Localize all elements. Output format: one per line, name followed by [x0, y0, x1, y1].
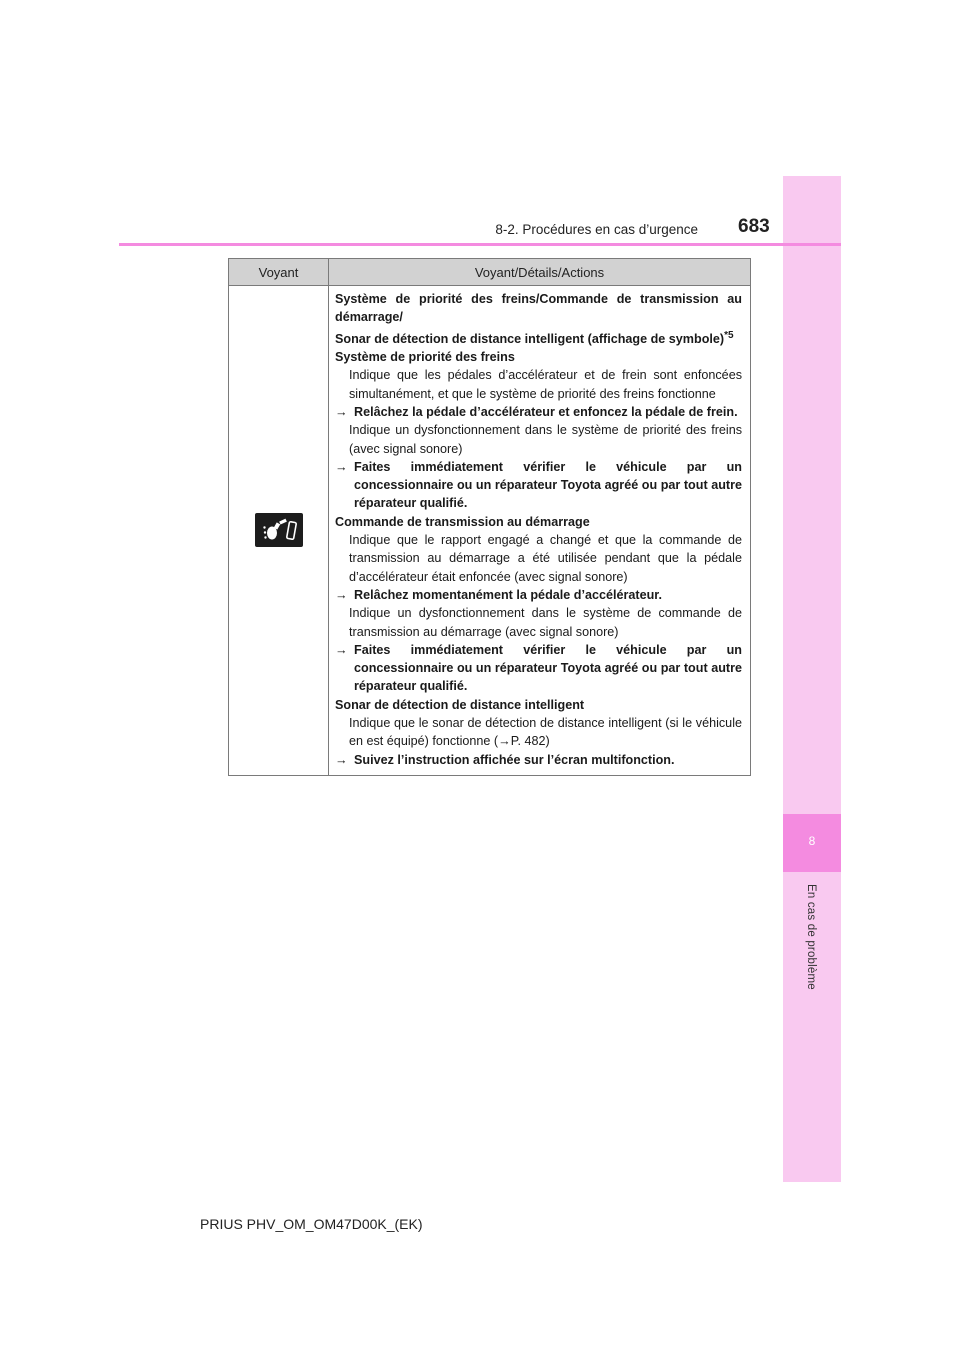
- brake-override-warning-icon: [255, 513, 303, 547]
- col-header-voyant: Voyant: [229, 259, 329, 286]
- chapter-number: 8: [808, 834, 816, 848]
- icon-cell: [229, 286, 329, 776]
- action-item: → Faites immédiatement vérifier le véhicule par un concessionnaire ou un réparateur Toyota agréé ou par tout autre réparateur qualifié.: [335, 459, 742, 511]
- chapter-side-band: [783, 176, 841, 1182]
- section-heading-clearance-sonar: Sonar de détection de distance intelligent: [335, 697, 585, 712]
- arrow-icon: →: [335, 587, 348, 602]
- entry-title: Système de priorité des freins/Commande de transmission au démarrage/ Sonar de détection de distance intelligent (affichage de symbole)$^{*5}$: [335, 292, 742, 346]
- footer-model-code: PRIUS PHV_OM_OM47D00K_(EK): [200, 1216, 423, 1232]
- action-item: → Faites immédiatement vérifier le véhicule par un concessionnaire ou un réparateur Toyota agréé ou par tout autre réparateur qualifié.: [335, 642, 742, 694]
- header-rule: [119, 243, 841, 246]
- description-text: Indique que le sonar de détection de distance intelligent (si le véhicule en est équipé) fonctionne (→P. 482): [349, 716, 742, 749]
- description-text: Indique que le rapport engagé a changé et que la commande de transmission au démarrage a été utilisée pendant que la pédale d’accélérateur était enfoncée (avec signal sonore): [349, 533, 742, 584]
- description-text: Indique un dysfonctionnement dans le système de commande de transmission au démarrage (avec signal sonore): [349, 606, 742, 639]
- arrow-icon: →: [335, 752, 348, 767]
- action-item: → Suivez l’instruction affichée sur l’écran multifonction.: [335, 751, 742, 769]
- section-title: 8-2. Procédures en cas d’urgence: [495, 222, 698, 237]
- indicator-table: [228, 258, 751, 776]
- action-item: → Relâchez momentanément la pédale d’accélérateur.: [335, 586, 742, 604]
- page-reference-link[interactable]: P. 482: [510, 734, 546, 749]
- description-text: Indique que les pédales d’accélérateur et de frein sont enfoncées simultanément, et que le système de priorité des freins fonctionne: [349, 368, 742, 401]
- arrow-icon: →: [335, 404, 348, 419]
- section-heading-drive-start-control: Commande de transmission au démarrage: [335, 514, 590, 529]
- chapter-title: En cas de problème: [805, 884, 817, 990]
- arrow-icon: →: [335, 642, 348, 657]
- details-cell: [329, 286, 751, 776]
- description-text: Indique un dysfonctionnement dans le système de priorité des freins (avec signal sonore): [349, 423, 742, 456]
- arrow-icon: →: [335, 459, 348, 474]
- chapter-tab[interactable]: [783, 814, 841, 872]
- table-header-row: [229, 259, 751, 286]
- section-heading-brake-override: Système de priorité des freins: [335, 350, 515, 365]
- table-row: [229, 286, 751, 776]
- arrow-icon: →: [498, 734, 511, 749]
- action-item: → Relâchez la pédale d’accélérateur et enfoncez la pédale de frein.: [335, 403, 742, 421]
- page-number: 683: [738, 216, 770, 237]
- col-header-details: Voyant/Détails/Actions: [329, 259, 751, 286]
